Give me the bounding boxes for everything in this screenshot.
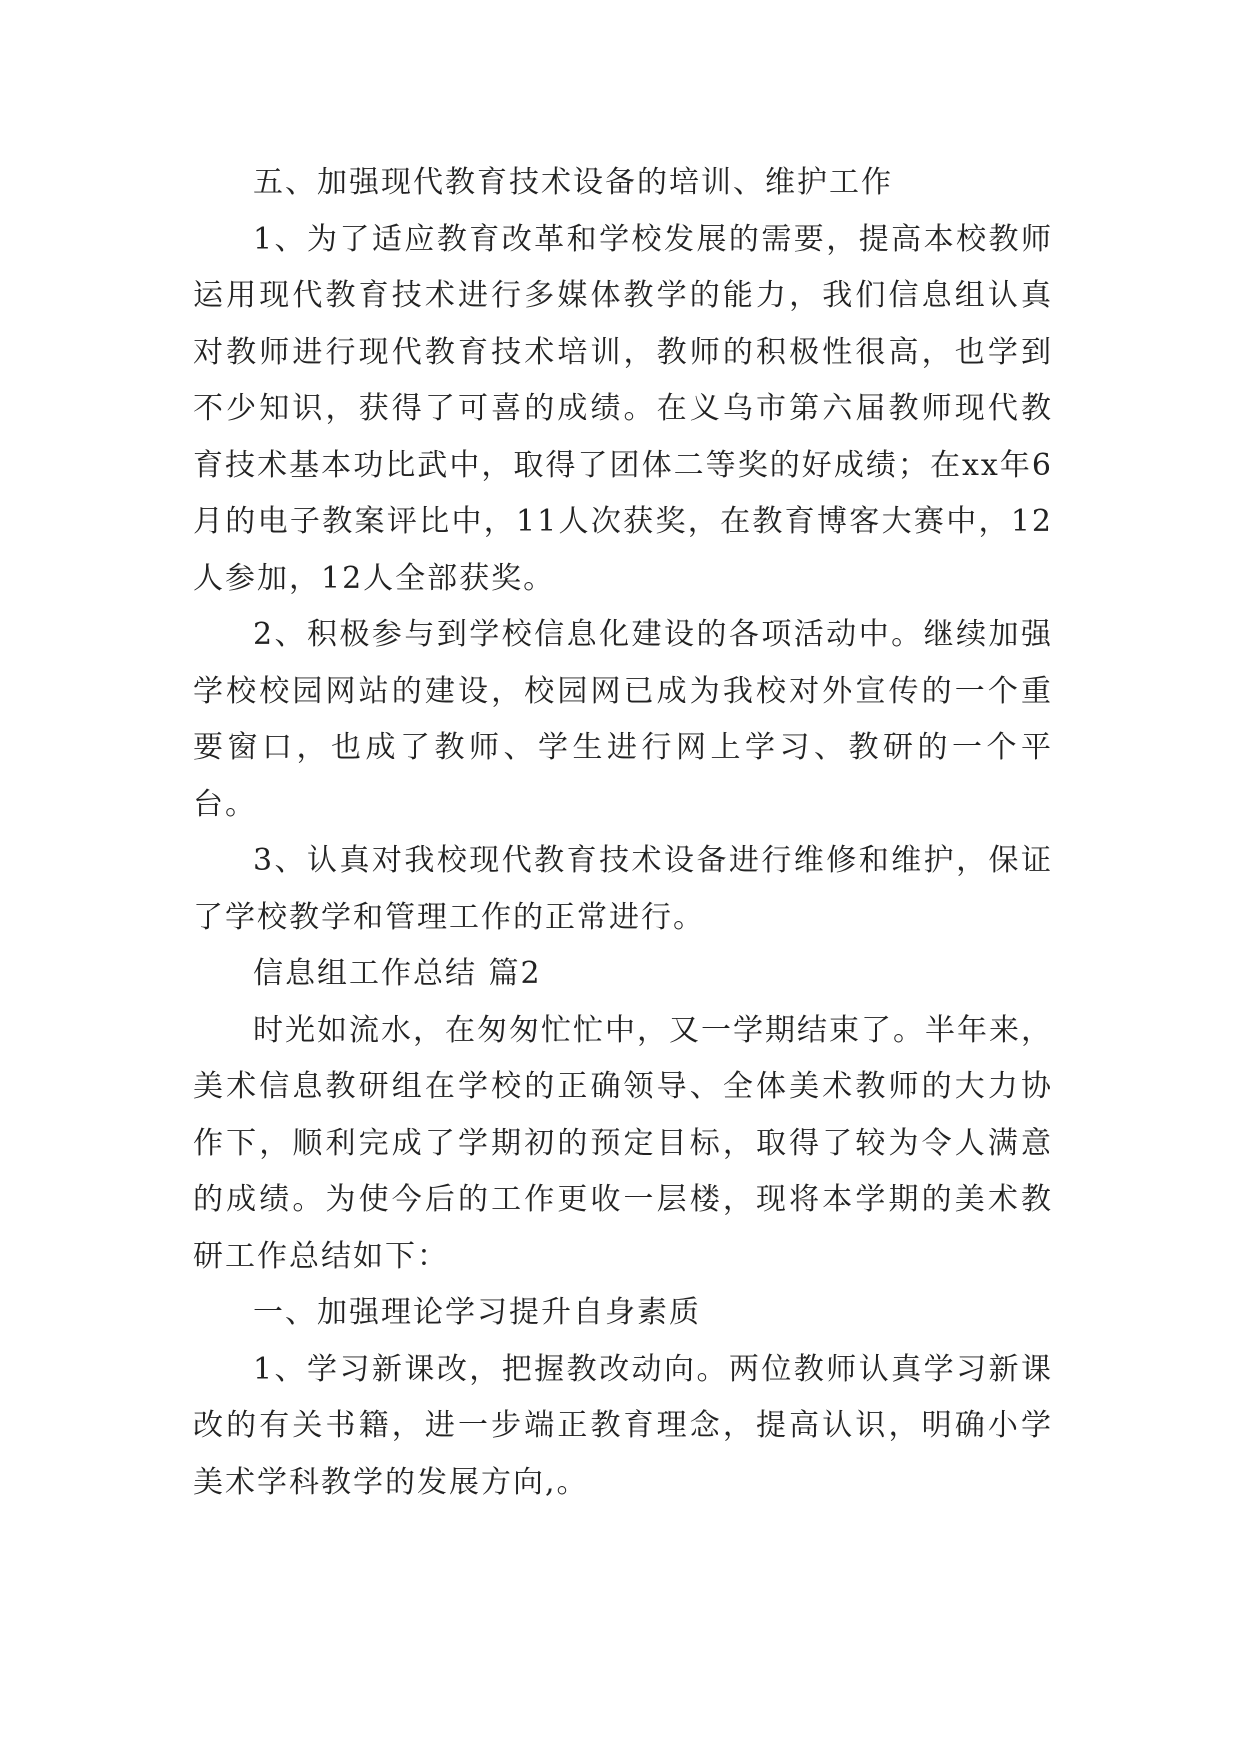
article-title: 信息组工作总结 篇2: [253, 956, 542, 991]
paragraph-maintenance: 3、认真对我校现代教育技术设备进行维修和维护，保证了学校教学和管理工作的正常进行。: [193, 843, 1053, 935]
section-heading-one: 一、加强理论学习提升自身素质: [253, 1295, 701, 1330]
section-heading-five: 五、加强现代教育技术设备的培训、维护工作: [253, 165, 893, 200]
paragraph-training: 1、为了适应教育改革和学校发展的需要，提高本校教师运用现代教育技术进行多媒体教学的能力，我们信息组认真对教师进行现代教育技术培训，教师的积极性很高，也学到不少知识，获得了可喜的成绩。在义乌市第六届教师现代教育技术基本功比武中，取得了团体二等奖的好成绩；在xx年6月的电子教案评比中，11人次获奖，在教育博客大赛中，12人参加，12人全部获奖。: [193, 221, 1053, 596]
document-body: [193, 155, 1053, 1511]
paragraph-intro: 时光如流水，在匆匆忙忙中，又一学期结束了。半年来，美术信息教研组在学校的正确领导、全体美术教师的大力协作下，顺利完成了学期初的预定目标，取得了较为令人满意的成绩。为使今后的工作更收一层楼，现将本学期的美术教研工作总结如下：: [193, 1012, 1053, 1274]
paragraph-new-curriculum: 1、学习新课改，把握教改动向。两位教师认真学习新课改的有关书籍，进一步端正教育理念，提高认识，明确小学美术学科教学的发展方向,。: [193, 1351, 1053, 1500]
paragraph-informatization: 2、积极参与到学校信息化建设的各项活动中。继续加强学校校园网站的建设，校园网已成为我校对外宣传的一个重要窗口，也成了教师、学生进行网上学习、教研的一个平台。: [193, 617, 1053, 822]
